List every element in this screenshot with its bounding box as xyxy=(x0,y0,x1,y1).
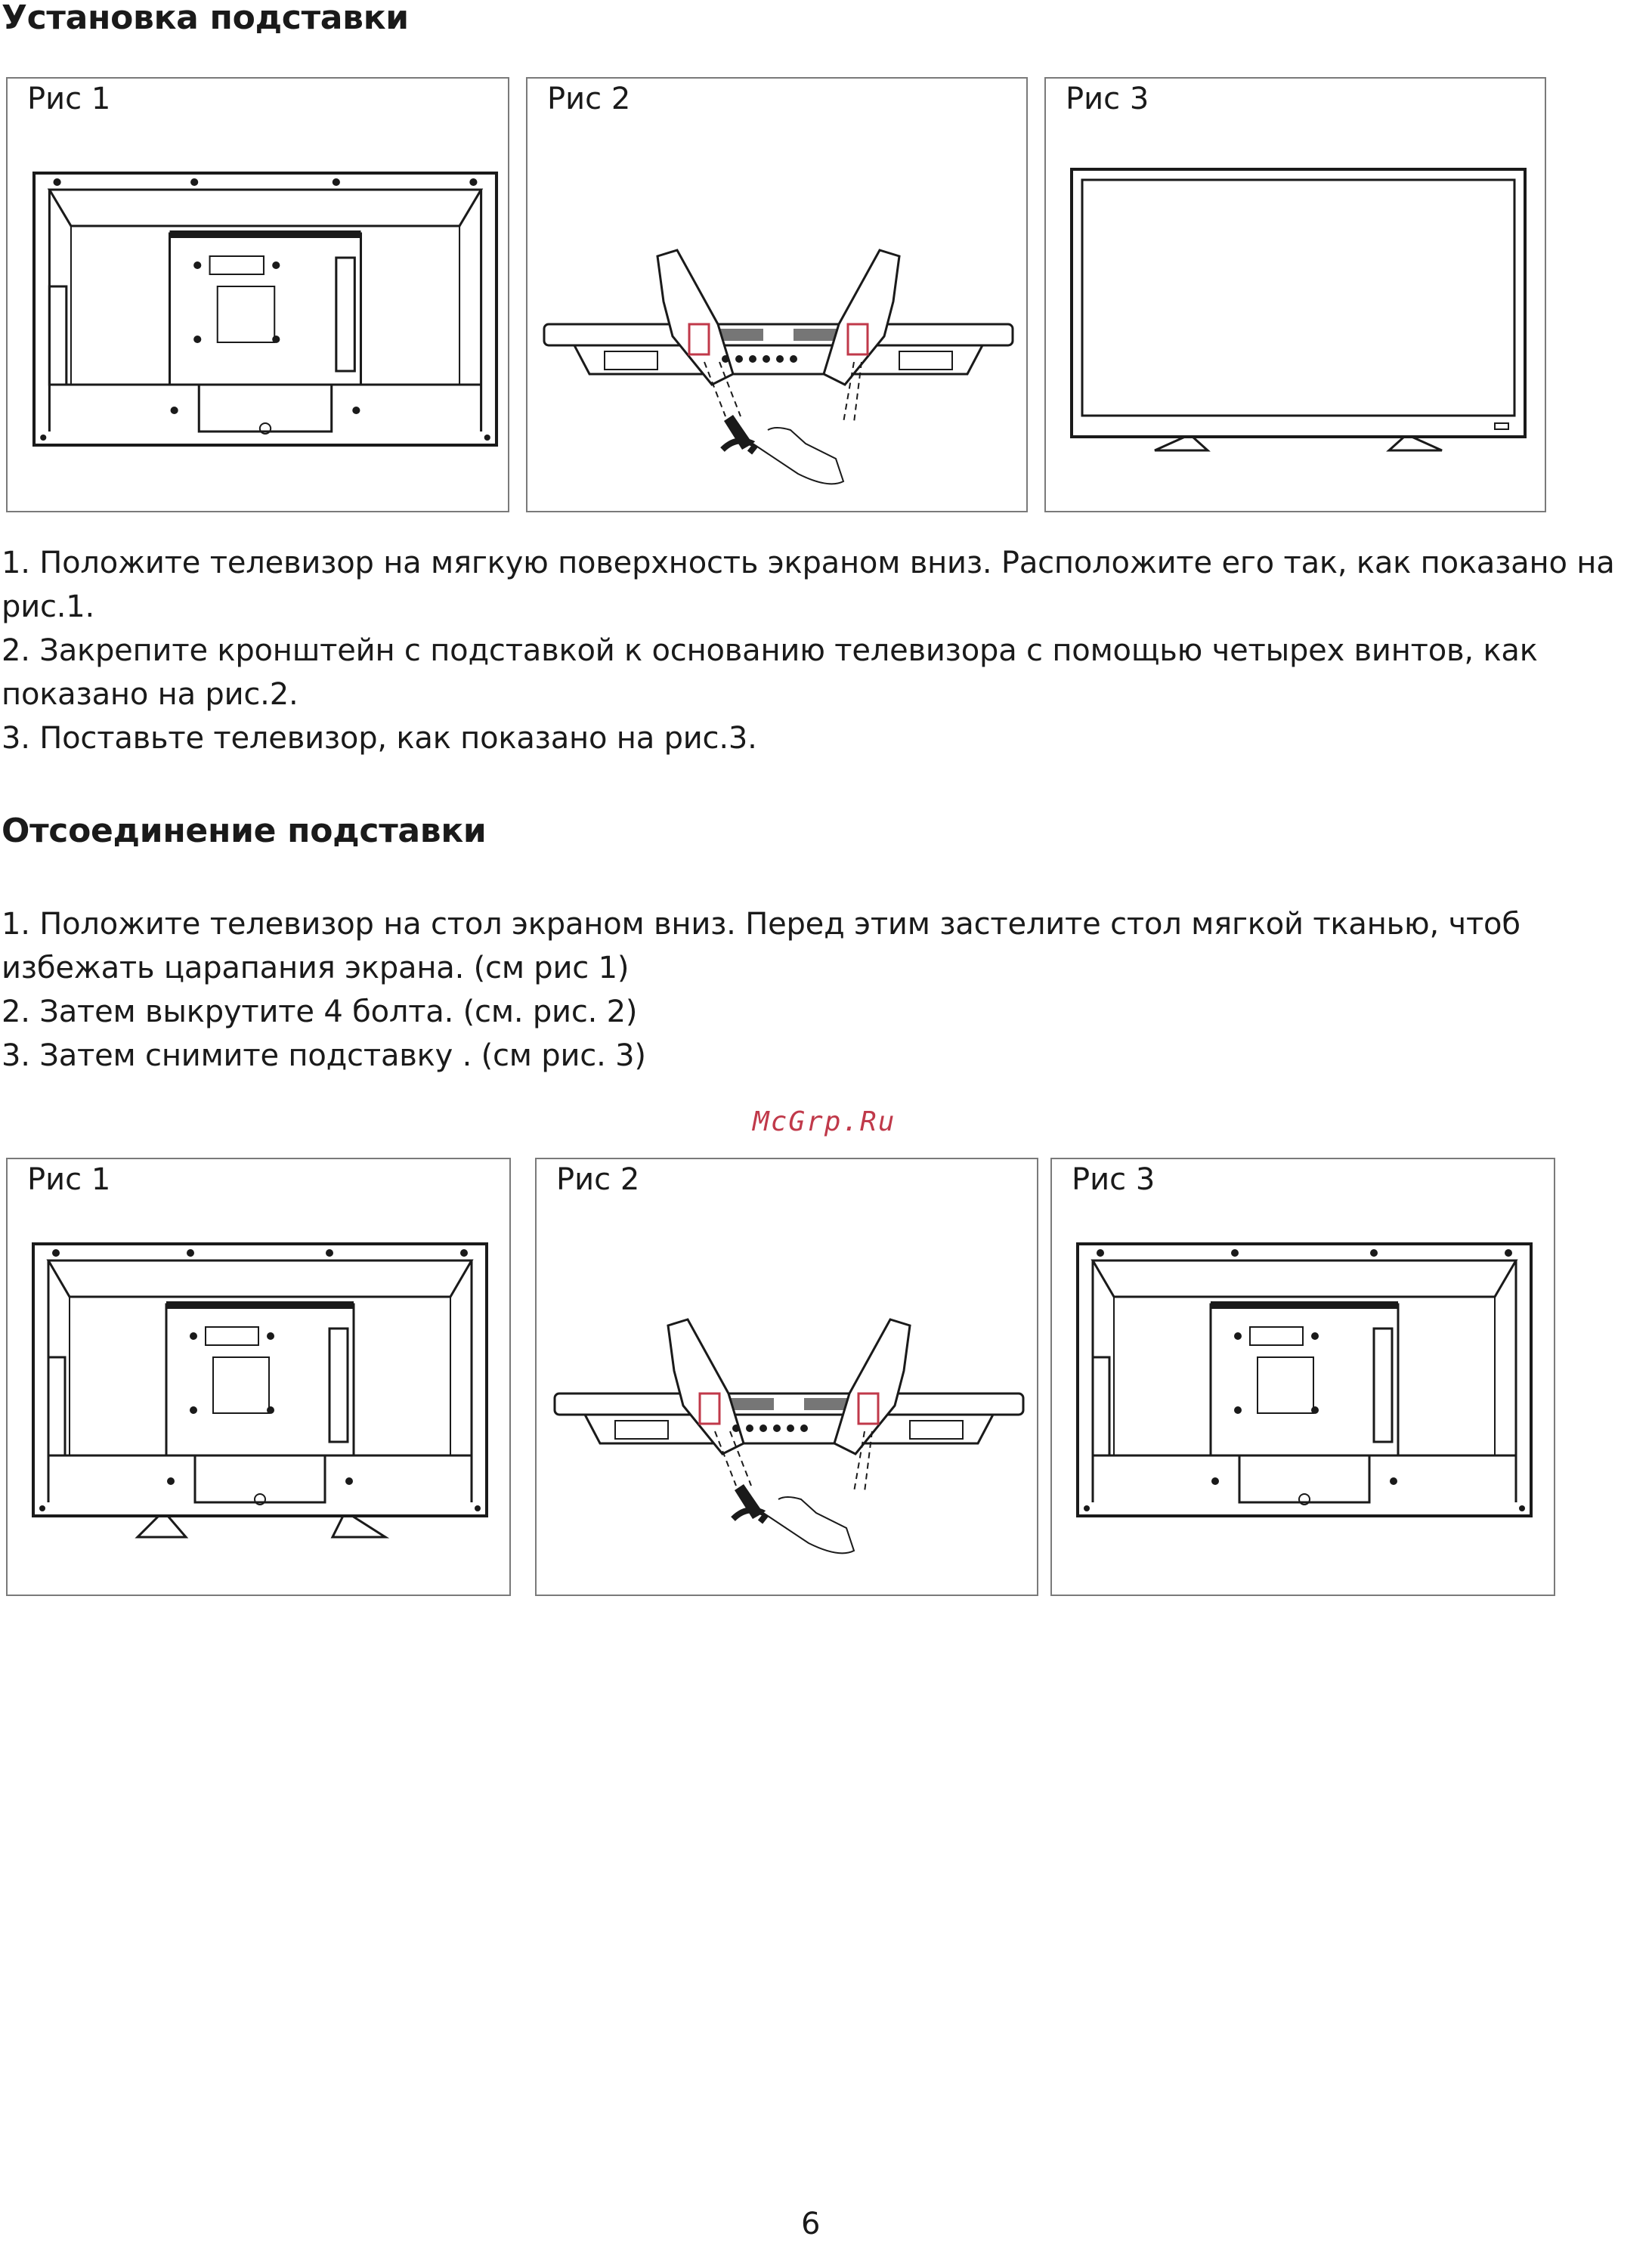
figure-label: Рис 3 xyxy=(1066,82,1149,116)
install-step: 1. Положите телевизор на мягкую поверхность экраном вниз. Расположите его так, как показано на рис.1. xyxy=(2,546,1615,624)
remove-step: 3. Затем снимите подставку . (см рис. 3) xyxy=(2,1038,646,1073)
figure-label: Рис 1 xyxy=(27,82,111,116)
install-step: 2. Закрепите кронштейн с подставкой к основанию телевизора с помощью четырех винтов, как показано на рис.2. xyxy=(2,633,1538,712)
install-figure-3 xyxy=(1044,77,1546,512)
install-figure-1 xyxy=(6,77,509,512)
remove-figure-2 xyxy=(535,1158,1038,1596)
figure-label: Рис 3 xyxy=(1072,1162,1155,1197)
remove-title: Отсоединение подставки xyxy=(2,812,487,850)
stand-detach-illustration xyxy=(537,1159,1040,1598)
install-title: Установка подставки xyxy=(2,0,409,37)
install-steps xyxy=(2,541,1649,760)
watermark: McGrp.Ru xyxy=(753,1106,896,1137)
tv-front-illustration xyxy=(1046,79,1548,514)
tv-rear-illustration xyxy=(8,79,511,514)
tv-rear-no-stand-illustration xyxy=(1052,1159,1557,1598)
remove-figure-3 xyxy=(1050,1158,1555,1596)
figure-label: Рис 2 xyxy=(547,82,631,116)
install-figure-2 xyxy=(526,77,1028,512)
figure-label: Рис 1 xyxy=(27,1162,111,1197)
stand-attach-illustration xyxy=(527,79,1029,514)
page-number: 6 xyxy=(801,2207,821,2241)
remove-steps xyxy=(2,902,1649,1078)
remove-figure-1 xyxy=(6,1158,511,1596)
remove-step: 2. Затем выкрутите 4 болта. (см. рис. 2) xyxy=(2,994,638,1029)
remove-step: 1. Положите телевизор на стол экраном вниз. Перед этим застелите стол мягкой тканью, чтоб избежать царапания экрана. (см рис 1) xyxy=(2,907,1521,985)
tv-rear-with-stand-illustration xyxy=(8,1159,512,1598)
figure-label: Рис 2 xyxy=(556,1162,640,1197)
install-step: 3. Поставьте телевизор, как показано на рис.3. xyxy=(2,721,757,756)
